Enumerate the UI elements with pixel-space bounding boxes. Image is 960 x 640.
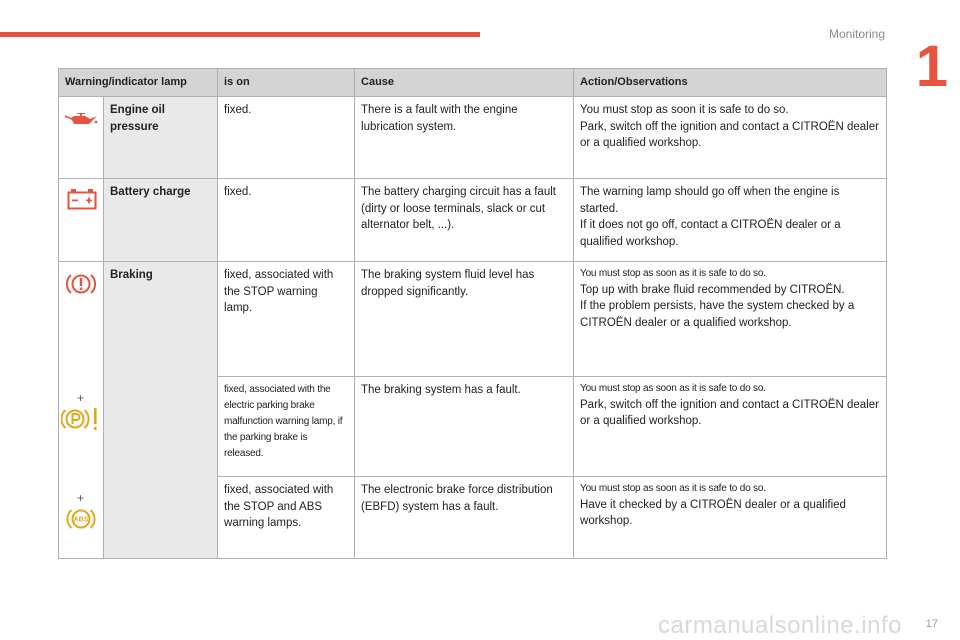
abs-icon	[65, 506, 97, 532]
parking-brake-fault-icon	[61, 406, 101, 432]
lamp-icon-cell	[59, 262, 104, 559]
table-row	[59, 179, 887, 262]
battery-icon	[67, 189, 97, 211]
action-cell	[574, 97, 887, 179]
header-lamp: Warning/indicator lamp	[59, 69, 218, 97]
lamp-name: Engine oil pressure	[104, 97, 218, 179]
action-line: Have it checked by a CITROËN dealer or a qualified workshop.	[580, 498, 846, 528]
action-line: If the problem persists, have the system checked by a CITROËN dealer or a qualified workshop.	[580, 300, 855, 329]
plus-sign: +	[77, 391, 85, 405]
cause-cell: The braking system has a fault.	[355, 377, 574, 477]
lamp-name: Battery charge	[104, 179, 218, 262]
action-cell	[574, 477, 887, 559]
header-is-on: is on	[218, 69, 355, 97]
page-number: 17	[925, 618, 938, 630]
warning-lamps-table	[58, 68, 887, 559]
is-on-cell: fixed, associated with the STOP warning lamp.	[218, 262, 355, 377]
svg-text:ABS: ABS	[73, 516, 89, 524]
brake-warning-icon	[66, 272, 96, 296]
table-row	[59, 97, 887, 179]
action-line: You must stop as soon as it is safe to do so.	[580, 383, 766, 394]
is-on-cell: fixed, associated with the STOP and ABS warning lamps.	[218, 477, 355, 559]
action-cell	[574, 377, 887, 477]
action-line: Park, switch off the ignition and contact a CITROËN dealer or a qualified workshop.	[580, 120, 879, 150]
is-on-cell: fixed.	[218, 179, 355, 262]
header-accent-bar	[0, 32, 480, 37]
chapter-number: 1	[915, 34, 948, 99]
action-line: You must stop as soon as it is safe to do so.	[580, 483, 766, 494]
action-line: You must stop as soon it is safe to do so.	[580, 104, 789, 116]
lamp-name: Braking	[104, 262, 218, 559]
action-line: Top up with brake fluid recommended by CITROËN.	[580, 283, 845, 296]
cause-cell: The electronic brake force distribution (EBFD) system has a fault.	[355, 477, 574, 559]
action-line: Park, switch off the ignition and contact a CITROËN dealer or a qualified workshop.	[580, 398, 879, 428]
action-cell	[574, 179, 887, 262]
oil-can-icon	[63, 110, 99, 128]
action-cell	[574, 262, 887, 377]
table-row	[59, 262, 887, 377]
lamp-icon-cell	[59, 97, 104, 179]
header-action: Action/Observations	[574, 69, 887, 97]
plus-sign: +	[77, 491, 85, 505]
cause-cell: The braking system fluid level has dropped significantly.	[355, 262, 574, 377]
lamp-icon-cell	[59, 179, 104, 262]
table-header-row	[59, 69, 887, 97]
action-line: You must stop as soon as it is safe to do so.	[580, 268, 766, 279]
watermark: carmanualsonline.info	[658, 612, 902, 639]
cause-cell: There is a fault with the engine lubrication system.	[355, 97, 574, 179]
is-on-cell: fixed, associated with the electric parking brake malfunction warning lamp, if the parking brake is released.	[218, 377, 355, 477]
action-line: If it does not go off, contact a CITROËN dealer or a qualified workshop.	[580, 219, 841, 249]
action-line: The warning lamp should go off when the engine is started.	[580, 186, 840, 215]
cause-cell: The battery charging circuit has a fault (dirty or loose terminals, slack or cut alternator belt, ...).	[355, 179, 574, 262]
is-on-cell: fixed.	[218, 97, 355, 179]
header-cause: Cause	[355, 69, 574, 97]
section-title: Monitoring	[828, 27, 885, 41]
